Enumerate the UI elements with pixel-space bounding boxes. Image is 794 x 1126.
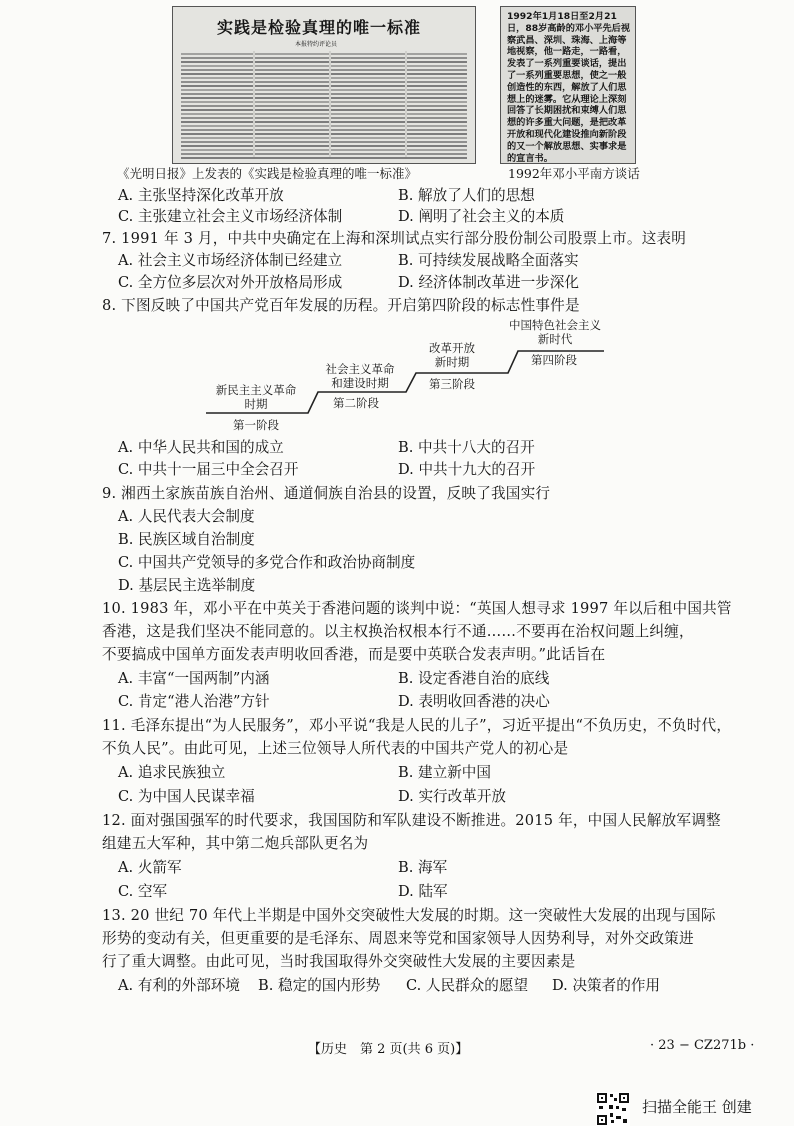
q7-option-c: C. 全方位多层次对外开放格局形成: [118, 274, 343, 291]
page-code: · 23 − CZ271b ·: [650, 1038, 755, 1053]
q10-line3: 不要搞成中国单方面发表声明收回香港，而是要中英联合发表声明。”此话旨在: [102, 646, 606, 663]
stage4-label: 第四阶段: [531, 353, 577, 367]
q12-line2: 组建五大军种，其中第二炮兵部队更名为: [102, 835, 369, 852]
newspaper-text-line: [181, 57, 467, 59]
newspaper-text-line: [181, 77, 467, 79]
q13-option-a: A. 有利的外部环境: [118, 977, 240, 994]
q10-option-c: C. 肯定“港人治港”方针: [118, 693, 270, 710]
newspaper-text-line: [181, 81, 467, 83]
newspaper-text-line: [181, 137, 467, 139]
q7-stem: 7. 1991 年 3 月，中共中央确定在上海和深圳试点实行部分股份制公司股票上市。这表明: [102, 230, 687, 247]
q12-option-a: A. 火箭军: [118, 859, 182, 876]
stage1-name: 新民主主义革命 时期: [215, 383, 297, 411]
q12-option-d: D. 陆军: [398, 883, 448, 900]
q13-line1: 13. 20 世纪 70 年代上半期是中国外交突破性大发展的时期。这一突破性大发展的出现与国际: [102, 907, 716, 924]
q9-option-b: B. 民族区域自治制度: [118, 531, 255, 548]
page-footer: 【历史 第 2 页(共 6 页)】: [308, 1042, 469, 1057]
newspaper-text-line: [181, 153, 467, 155]
q11-option-c: C. 为中国人民谋幸福: [118, 788, 255, 805]
q8-option-c: C. 中共十一届三中全会召开: [118, 461, 299, 478]
q11-line2: 不负人民”。由此可见，上述三位领导人所代表的中国共产党人的初心是: [102, 740, 569, 757]
q6-option-a: A. 主张坚持深化改革开放: [118, 187, 284, 204]
q10-option-b: B. 设定香港自治的底线: [398, 670, 550, 687]
figure1-caption: 《光明日报》上发表的《实践是检验真理的唯一标准》: [117, 166, 418, 181]
q7-option-a: A. 社会主义市场经济体制已经建立: [118, 252, 343, 269]
q7-option-b: B. 可持续发展战略全面落实: [398, 252, 579, 269]
newspaper-column-gap: [253, 51, 255, 157]
newspaper-text-line: [181, 157, 467, 159]
newspaper-text-line: [181, 101, 467, 103]
newspaper-text-line: [181, 73, 467, 75]
q11-option-b: B. 建立新中国: [398, 764, 491, 781]
q7-option-d: D. 经济体制改革进一步深化: [398, 274, 579, 291]
stage2-label: 第二阶段: [333, 396, 379, 410]
newspaper-text-line: [181, 93, 467, 95]
q8-stem: 8. 下图反映了中国共产党百年发展的历程。开启第四阶段的标志性事件是: [102, 297, 580, 314]
q13-option-b: B. 稳定的国内形势: [258, 977, 381, 994]
q13-line3: 行了重大调整。由此可见，当时我国取得外交突破性大发展的主要因素是: [102, 953, 576, 970]
qr-code-icon: [596, 1092, 630, 1126]
newspaper-text-line: [181, 117, 467, 119]
newspaper-text-line: [181, 141, 467, 143]
q13-line2: 形势的变动有关，但更重要的是毛泽东、周恩来等党和国家领导人因势利导，对外交政策进: [102, 930, 694, 947]
stage3-label: 第三阶段: [429, 377, 475, 391]
newspaper-photo: [172, 6, 476, 164]
newspaper-text-line: [181, 113, 467, 115]
newspaper-text-line: [181, 61, 467, 63]
q13-option-d: D. 决策者的作用: [552, 977, 661, 994]
stage3-name: 改革开放 新时期: [429, 341, 475, 369]
newspaper-text-line: [181, 133, 467, 135]
q12-option-c: C. 空军: [118, 883, 168, 900]
q9-stem: 9. 湘西土家族苗族自治州、通道侗族自治县的设置，反映了我国实行: [102, 485, 551, 502]
stage1-label: 第一阶段: [233, 418, 279, 432]
q10-option-a: A. 丰富“一国两制”内涵: [118, 670, 270, 687]
q6-option-c: C. 主张建立社会主义市场经济体制: [118, 208, 343, 225]
q10-line2: 香港，这是我们坚决不能同意的。以主权换治权根本行不通……不要再在治权问题上纠缠，: [102, 623, 694, 640]
newspaper-text-line: [181, 53, 467, 55]
q9-option-c: C. 中国共产党领导的多党合作和政治协商制度: [118, 554, 416, 571]
q9-option-a: A. 人民代表大会制度: [118, 508, 255, 525]
speech-photo-text: 1992年1月18日至2月21日，88岁高龄的邓小平先后视察武昌、深圳、珠海、上海等地视察，他一路走，一路看，发表了一系列重要谈话，提出了一系列重要思想，使之一般创造性的东西，解放了人们思想上的迷雾。它从理论上深刻回答了长期困扰和束缚人们思想的许多重大问题，是把改革开放和现代化建设推向新阶段的又一个解放思想、实事求是的宣言书。: [507, 11, 631, 164]
newspaper-text-line: [181, 69, 467, 71]
newspaper-text-line: [181, 105, 467, 107]
newspaper-text-line: [181, 149, 467, 151]
newspaper-column-gap: [405, 51, 407, 157]
newspaper-headline: 实践是检验真理的唯一标准: [217, 18, 422, 37]
q12-line1: 12. 面对强国强军的时代要求，我国国防和军队建设不断推进。2015 年，中国人民解放军调整: [102, 812, 721, 829]
figure2-caption: 1992年邓小平南方谈话: [508, 166, 640, 181]
q12-option-b: B. 海军: [398, 859, 448, 876]
q8-option-b: B. 中共十八大的召开: [398, 439, 535, 456]
q6-option-d: D. 阐明了社会主义的本质: [398, 208, 565, 225]
q10-option-d: D. 表明收回香港的决心: [398, 693, 550, 710]
q11-option-a: A. 追求民族独立: [118, 764, 226, 781]
scanner-watermark: 扫描全能王 创建: [642, 1098, 752, 1116]
q9-option-d: D. 基层民主选举制度: [118, 577, 256, 594]
q11-option-d: D. 实行改革开放: [398, 788, 507, 805]
newspaper-column-gap: [329, 51, 331, 157]
newspaper-subline: 本报特约评论员: [295, 41, 338, 48]
newspaper-text-line: [181, 97, 467, 99]
speech-photo: [500, 6, 636, 164]
q8-option-d: D. 中共十九大的召开: [398, 461, 536, 478]
newspaper-text-line: [181, 65, 467, 67]
newspaper-text-line: [181, 121, 467, 123]
newspaper-text-line: [181, 109, 467, 111]
newspaper-text-line: [181, 129, 467, 131]
q8-option-a: A. 中华人民共和国的成立: [118, 439, 284, 456]
newspaper-text-line: [181, 85, 467, 87]
stage2-name: 社会主义革命 和建设时期: [325, 362, 395, 390]
q11-line1: 11. 毛泽东提出“为人民服务”，邓小平说“我是人民的儿子”，习近平提出“不负历史，不负时代，: [102, 717, 732, 734]
q6-option-b: B. 解放了人们的思想: [398, 187, 535, 204]
q10-line1: 10. 1983 年，邓小平在中英关于香港问题的谈判中说：“英国人想寻求 1997 年以后租中国共管: [102, 600, 732, 617]
q13-option-c: C. 人民群众的愿望: [406, 977, 529, 994]
newspaper-text-line: [181, 125, 467, 127]
newspaper-text-line: [181, 89, 467, 91]
stage4-name: 中国特色社会主义 新时代: [509, 318, 601, 346]
newspaper-text-line: [181, 145, 467, 147]
